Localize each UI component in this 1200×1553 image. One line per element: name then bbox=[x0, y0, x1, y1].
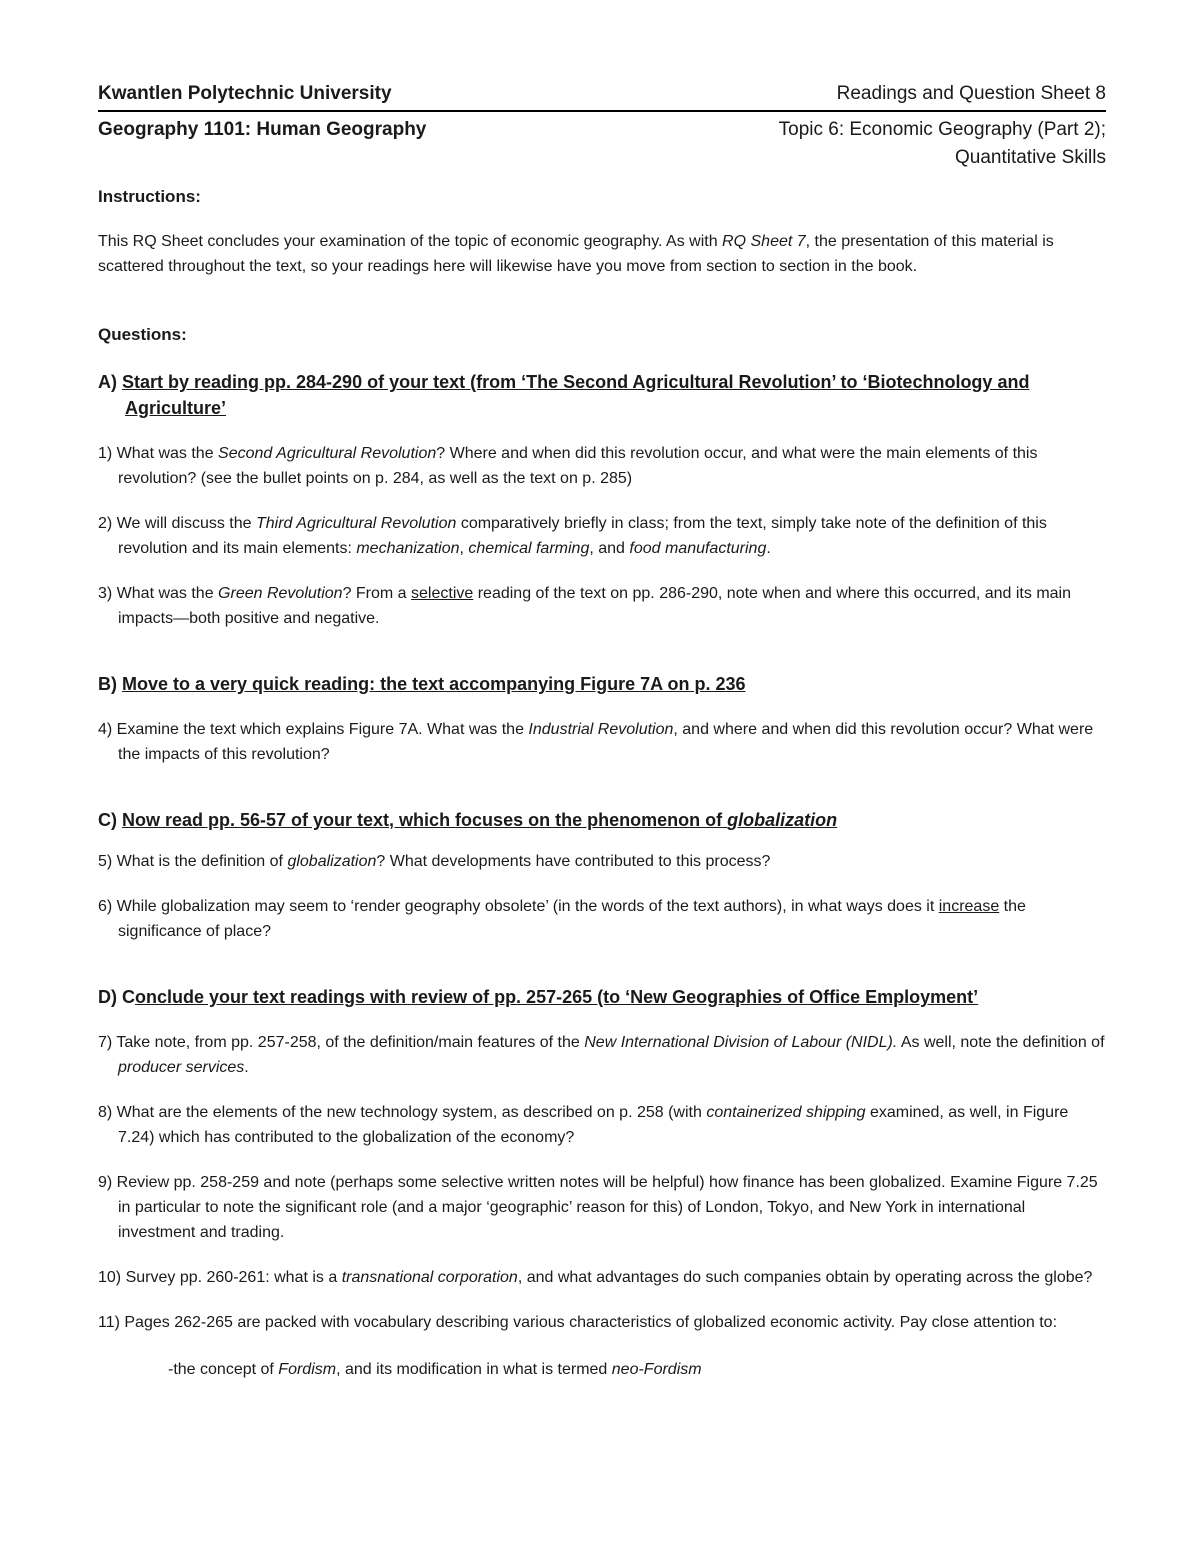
section-a-heading: A) Start by reading pp. 284-290 of your text (from ‘The Second Agricultural Revolution’ to ‘Biotechnology and Agriculture’ bbox=[98, 372, 1030, 418]
question-10: 10) Survey pp. 260-261: what is a transnational corporation, and what advantages do such companies obtain by operating across the globe? bbox=[98, 1269, 1093, 1286]
question-11-subitem: -the concept of Fordism, and its modification in what is termed neo-Fordism bbox=[168, 1361, 702, 1378]
header-row-1 bbox=[98, 80, 1106, 108]
question-4: 4) Examine the text which explains Figure 7A. What was the Industrial Revolution, and where and when did this revolution occur? What were the impacts of this revolution? bbox=[98, 721, 1094, 763]
question-9: 9) Review pp. 258-259 and note (perhaps some selective written notes will be helpful) how finance has been globalized. Examine Figure 7.25 in particular to note the significant role (and a major ‘geographic’ reason for this) of London, Tokyo, and New York in international investment and trading. bbox=[98, 1174, 1098, 1241]
question-8: 8) What are the elements of the new technology system, as described on p. 258 (with containerized shipping examined, as well, in Figure 7.24) which has contributed to the globalization of the economy? bbox=[98, 1104, 1069, 1146]
question-3: 3) What was the Green Revolution? From a selective reading of the text on pp. 286-290, note when and where this occurred, and its main impacts—both positive and negative. bbox=[98, 585, 1071, 627]
course-title: Geography 1101: Human Geography bbox=[98, 119, 427, 140]
topic-line-1: Topic 6: Economic Geography (Part 2); bbox=[778, 119, 1106, 140]
section-d-heading: D) Conclude your text readings with review of pp. 257-265 (to ‘New Geographies of Office Employment’ bbox=[98, 987, 979, 1007]
topic-line-2: Quantitative Skills bbox=[954, 147, 1106, 168]
section-b-heading: B) Move to a very quick reading: the text accompanying Figure 7A on p. 236 bbox=[98, 674, 746, 694]
instructions-text: This RQ Sheet concludes your examination of the topic of economic geography. As with RQ Sheet 7, the presentation of this material is scattered throughout the text, so your readings here will likewise have you move from section to section in the book. bbox=[98, 233, 1054, 275]
question-2: 2) We will discuss the Third Agricultural Revolution comparatively briefly in class; from the text, simply take note of the definition of this revolution and its main elements: mechanization, chemical farming, and food manufacturing. bbox=[98, 515, 1047, 557]
document-page bbox=[98, 80, 1106, 1382]
instructions-label: Instructions: bbox=[98, 187, 201, 206]
header-rule bbox=[98, 110, 1106, 112]
question-7: 7) Take note, from pp. 257-258, of the definition/main features of the New International Division of Labour (NIDL). As well, note the definition of producer services. bbox=[98, 1034, 1105, 1076]
question-11: 11) Pages 262-265 are packed with vocabulary describing various characteristics of globalized economic activity. Pay close attention to: bbox=[98, 1314, 1058, 1331]
header-row-2 bbox=[98, 116, 1106, 172]
university-name: Kwantlen Polytechnic University bbox=[98, 83, 392, 104]
topic-title bbox=[779, 116, 1106, 172]
section-c-heading: C) Now read pp. 56-57 of your text, which focuses on the phenomenon of globalization bbox=[98, 810, 838, 830]
question-6: 6) While globalization may seem to ‘render geography obsolete’ (in the words of the text authors), in what ways does it increase the significance of place? bbox=[98, 898, 1026, 940]
question-1: 1) What was the Second Agricultural Revolution? Where and when did this revolution occur, and what were the main elements of this revolution? (see the bullet points on p. 284, as well as the text on p. 285) bbox=[98, 445, 1038, 487]
question-5: 5) What is the definition of globalization? What developments have contributed to this process? bbox=[98, 853, 771, 870]
sheet-title: Readings and Question Sheet 8 bbox=[836, 83, 1106, 104]
questions-label: Questions: bbox=[98, 325, 187, 344]
